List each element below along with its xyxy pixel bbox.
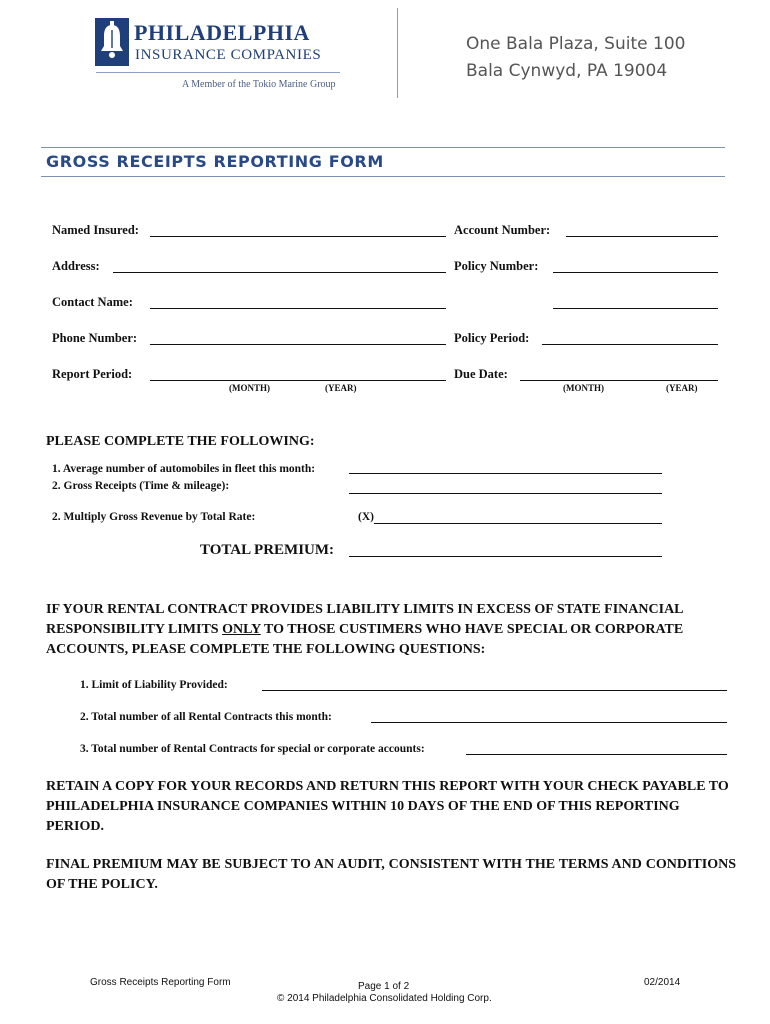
contact-name-field[interactable] [150,308,446,309]
total-premium-label: TOTAL PREMIUM: [200,542,335,558]
title-rule-bottom [41,176,725,177]
liability-limit-field[interactable] [262,690,727,691]
fleet-count-field[interactable] [349,473,662,474]
account-number-label: Account Number: [454,223,551,237]
address-label: Address: [52,259,100,273]
gross-receipts-field[interactable] [349,493,662,494]
instructions-text-1: IF YOUR RENTAL CONTRACT PROVIDES LIABILITY LIMITS IN EXCESS OF STATE FINANCIAL RESPONSIBILITY LIMITS [46,602,683,637]
address-line-1: One Bala Plaza, Suite 100 [466,34,686,54]
fleet-count-label: 1. Average number of automobiles in fleet this month: [52,463,316,475]
brand-name: PHILADELPHIA [134,20,310,45]
named-insured-field[interactable] [150,236,446,237]
gross-receipts-label: 2. Gross Receipts (Time & mileage): [52,480,230,492]
due-date-label: Due Date: [454,367,508,381]
address-field[interactable] [113,272,446,273]
x-marker: (X) [358,511,374,523]
brand-tagline: A Member of the Tokio Marine Group [182,79,336,90]
policy-period-label: Policy Period: [454,331,530,345]
address-line-2: Bala Cynwyd, PA 19004 [466,61,668,81]
policy-number-field[interactable] [553,272,718,273]
policy-number-label: Policy Number: [454,259,539,273]
footer-date: 02/2014 [644,977,681,988]
report-month-caption: (MONTH) [229,383,270,393]
retain-notice: RETAIN A COPY FOR YOUR RECORDS AND RETURN THIS REPORT WITH YOUR CHECK PAYABLE TO PHILADELPHIA INSURANCE COMPANIES WITHIN 10 DAYS OF THE END OF THIS REPORTING PERIOD. [46,779,729,834]
footer-page-number: Page 1 of 2 [358,981,410,992]
phone-number-label: Phone Number: [52,331,138,345]
due-date-field[interactable] [520,380,718,381]
footer-copyright: © 2014 Philadelphia Consolidated Holding Corp. [277,993,492,1004]
title-rule-top [41,147,725,148]
special-contracts-field[interactable] [466,754,727,755]
only-emphasis: ONLY [222,622,261,637]
footer-form-name: Gross Receipts Reporting Form [90,977,231,988]
audit-notice: FINAL PREMIUM MAY BE SUBJECT TO AN AUDIT, CONSISTENT WITH THE TERMS AND CONDITIONS OF THE POLICY. [46,857,736,892]
total-premium-field[interactable] [349,556,662,557]
brand-divider [96,72,340,73]
policy-period-field[interactable] [542,344,718,345]
account-number-field[interactable] [566,236,718,237]
report-period-field[interactable] [150,380,446,381]
contact-name-label: Contact Name: [52,295,133,309]
multiply-label: 2. Multiply Gross Revenue by Total Rate: [52,511,256,523]
named-insured-label: Named Insured: [52,223,139,237]
section-1-heading: PLEASE COMPLETE THE FOLLOWING: [46,434,315,449]
special-contracts-label: 3. Total number of Rental Contracts for special or corporate accounts: [80,743,425,755]
blank-field[interactable] [553,308,718,309]
multiply-field[interactable] [374,523,662,524]
due-year-caption: (YEAR) [666,383,698,393]
report-year-caption: (YEAR) [325,383,357,393]
total-contracts-label: 2. Total number of all Rental Contracts this month: [80,711,332,723]
header-divider [397,8,398,98]
total-contracts-field[interactable] [371,722,727,723]
form-title: GROSS RECEIPTS REPORTING FORM [46,152,384,171]
bell-logo-icon [95,18,129,66]
instructions-text-2: TO THOSE CUSTIMERS WHO HAVE SPECIAL OR CORPORATE ACCOUNTS, PLEASE COMPLETE THE FOLLOWING QUESTIONS: [46,622,684,657]
phone-number-field[interactable] [150,344,446,345]
report-period-label: Report Period: [52,367,133,381]
brand-subtitle: INSURANCE COMPANIES [135,47,322,63]
liability-limit-label: 1. Limit of Liability Provided: [80,679,228,691]
due-month-caption: (MONTH) [563,383,604,393]
section-2-instructions [46,600,736,660]
